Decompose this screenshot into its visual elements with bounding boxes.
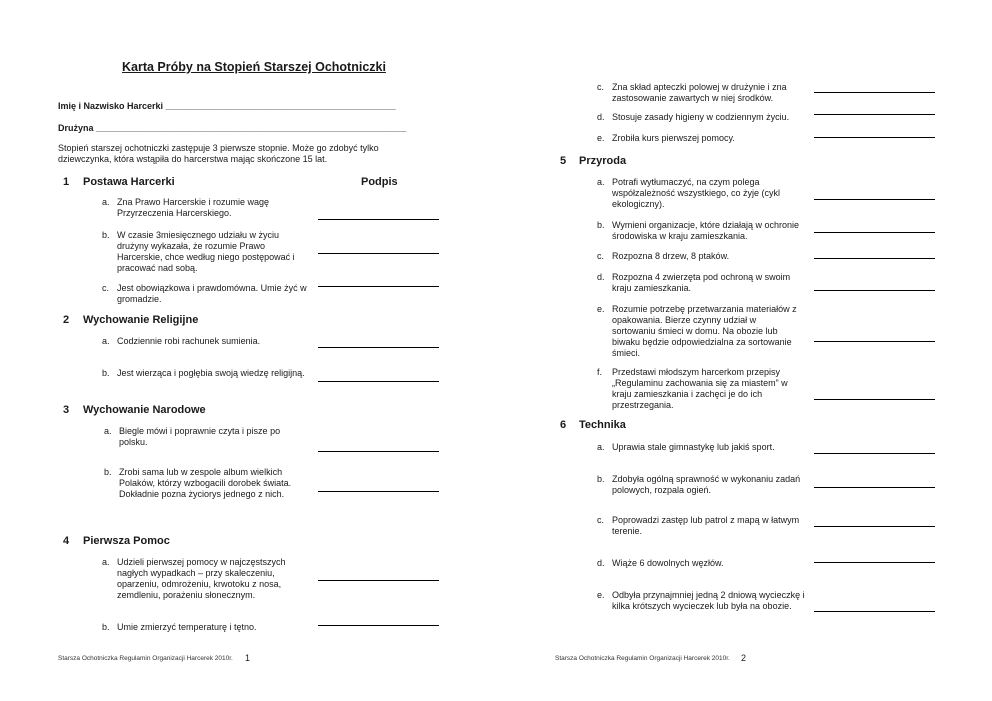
item-text: Zrobiła kurs pierwszej pomocy.	[612, 133, 735, 143]
page-title: Karta Próby na Stopień Starszej Ochotniczki	[122, 60, 386, 74]
signature-line[interactable]	[814, 453, 935, 454]
item-letter: c.	[597, 251, 605, 261]
item-text: Zna skład apteczki polowej w drużynie i zna zastosowanie zawartych w niej środków.	[612, 82, 787, 103]
signature-line[interactable]	[814, 562, 935, 563]
item-text: Wiąże 6 dowolnych węzłów.	[612, 558, 724, 568]
section-title: Pierwsza Pomoc	[83, 535, 170, 547]
signature-line[interactable]	[814, 487, 935, 488]
item-text: Potrafi wytłumaczyć, na czym polega współzależność wszystkiego, co żyje (cykl ekologiczny).	[612, 177, 781, 209]
signature-line[interactable]	[814, 92, 935, 93]
signature-line[interactable]	[318, 580, 439, 581]
section-title: Postawa Harcerki	[83, 176, 175, 188]
section-title: Wychowanie Religijne	[83, 314, 199, 326]
item-text: Biegle mówi i poprawnie czyta i pisze po polsku.	[119, 426, 281, 447]
section-number: 6	[560, 419, 567, 431]
item-text: Odbyła przynajmniej jedną 2 dniową wycieczkę i kilka krótszych wycieczek lub była na obozie.	[612, 590, 805, 611]
item-letter: e.	[597, 133, 605, 143]
page-footer: Starsza Ochotniczka Regulamin Organizacji Harcerek 2010r.	[555, 655, 730, 662]
item-text: Zdobyła ogólną sprawność w wykonaniu zadań polowych, rozpala ogień.	[612, 474, 801, 495]
item-text: Poprowadzi zastęp lub patrol z mapą w łatwym terenie.	[612, 515, 800, 536]
section-number: 5	[560, 155, 567, 167]
item-letter: b.	[102, 368, 110, 378]
signature-line[interactable]	[814, 611, 935, 612]
page-number: 2	[741, 653, 747, 663]
signature-line[interactable]	[318, 286, 439, 287]
item-letter: f.	[597, 367, 603, 377]
page-number: 1	[245, 653, 251, 663]
section-number: 1	[63, 176, 70, 188]
item-text: Przedstawi młodszym harcerkom przepisy „Regulaminu zachowania się za miastem” w kraju zamieszkania i zachęci je do ich przestrzegania.	[612, 367, 788, 410]
section-title: Przyroda	[579, 155, 627, 167]
item-text: Stosuje zasady higieny w codziennym życiu.	[612, 112, 790, 122]
signature-line[interactable]	[814, 232, 935, 233]
item-letter: a.	[597, 177, 605, 187]
signature-line[interactable]	[814, 290, 935, 291]
item-letter: d.	[597, 558, 605, 568]
team-field-label: Drużyna ______________________________________________________________	[58, 123, 407, 133]
signature-line[interactable]	[814, 399, 935, 400]
signature-line[interactable]	[814, 341, 935, 342]
item-letter: b.	[597, 474, 605, 484]
item-text: Rozpozna 4 zwierzęta pod ochroną w swoim kraju zamieszkania.	[612, 272, 791, 293]
item-letter: e.	[597, 304, 605, 314]
item-text: Zna Prawo Harcerskie i rozumie wagę Przyrzeczenia Harcerskiego.	[117, 197, 270, 218]
signature-line[interactable]	[318, 347, 439, 348]
section-number: 2	[63, 314, 70, 326]
intro-text: Stopień starszej ochotniczki zastępuje 3 pierwsze stopnie. Może go zdobyć tylko dziewczynka, która wstąpiła do harcerstwa mając skończone 15 lat.	[58, 143, 379, 164]
item-text: Zrobi sama lub w zespole album wielkich Polaków, którzy wzbogacili dorobek świata. Dokładnie pozna życiorys jednego z nich.	[119, 467, 292, 499]
name-field-label: Imię i Nazwisko Harcerki ______________________________________________	[58, 101, 396, 111]
item-text: W czasie 3miesięcznego udziału w życiu drużyny wykazała, że rozumie Prawo Harcerskie, chce według niego postępować i pracować nad sobą.	[117, 230, 295, 273]
item-text: Rozumie potrzebę przetwarzania materiałów z opakowania. Bierze czynny udział w sortowaniu śmieci w domu. Na obozie lub biwaku będzie odpowiedzialna za sortowanie śmieci.	[612, 304, 797, 358]
item-text: Jest wierząca i pogłębia swoją wiedzę religijną.	[117, 368, 305, 378]
section-title: Technika	[579, 419, 626, 431]
item-letter: a.	[102, 557, 110, 567]
item-letter: b.	[104, 467, 112, 477]
signature-line[interactable]	[318, 451, 439, 452]
signature-line[interactable]	[814, 137, 935, 138]
item-letter: e.	[597, 590, 605, 600]
item-letter: c.	[597, 515, 605, 525]
item-text: Rozpozna 8 drzew, 8 ptaków.	[612, 251, 730, 261]
section-title: Wychowanie Narodowe	[83, 404, 206, 416]
signature-line[interactable]	[814, 258, 935, 259]
item-letter: a.	[102, 336, 110, 346]
signature-line[interactable]	[318, 625, 439, 626]
signature-line[interactable]	[814, 199, 935, 200]
item-letter: a.	[104, 426, 112, 436]
signature-line[interactable]	[814, 114, 935, 115]
item-text: Uprawia stale gimnastykę lub jakiś sport.	[612, 442, 775, 452]
item-letter: a.	[102, 197, 110, 207]
item-letter: a.	[597, 442, 605, 452]
signature-line[interactable]	[318, 381, 439, 382]
signature-header: Podpis	[361, 176, 398, 188]
item-text: Udzieli pierwszej pomocy w najczęstszych nagłych wypadkach – przy skaleczeniu, oparzeniu, odmrożeniu, krwotoku z nosa, zemdleniu, porażeniu słonecznym.	[117, 557, 286, 600]
item-text: Jest obowiązkowa i prawdomówna. Umie żyć w gromadzie.	[117, 283, 307, 304]
item-text: Codziennie robi rachunek sumienia.	[117, 336, 261, 346]
item-letter: b.	[102, 230, 110, 240]
section-number: 4	[63, 535, 70, 547]
item-letter: d.	[597, 272, 605, 282]
item-letter: b.	[102, 622, 110, 632]
signature-line[interactable]	[814, 526, 935, 527]
item-letter: b.	[597, 220, 605, 230]
item-letter: c.	[102, 283, 110, 293]
signature-line[interactable]	[318, 491, 439, 492]
section-number: 3	[63, 404, 70, 416]
item-text: Umie zmierzyć temperaturę i tętno.	[117, 622, 257, 632]
item-letter: c.	[597, 82, 605, 92]
page-footer: Starsza Ochotniczka Regulamin Organizacji Harcerek 2010r.	[58, 655, 233, 662]
item-text: Wymieni organizacje, które działają w ochronie środowiska w kraju zamieszkania.	[612, 220, 800, 241]
signature-line[interactable]	[318, 253, 439, 254]
item-letter: d.	[597, 112, 605, 122]
signature-line[interactable]	[318, 219, 439, 220]
